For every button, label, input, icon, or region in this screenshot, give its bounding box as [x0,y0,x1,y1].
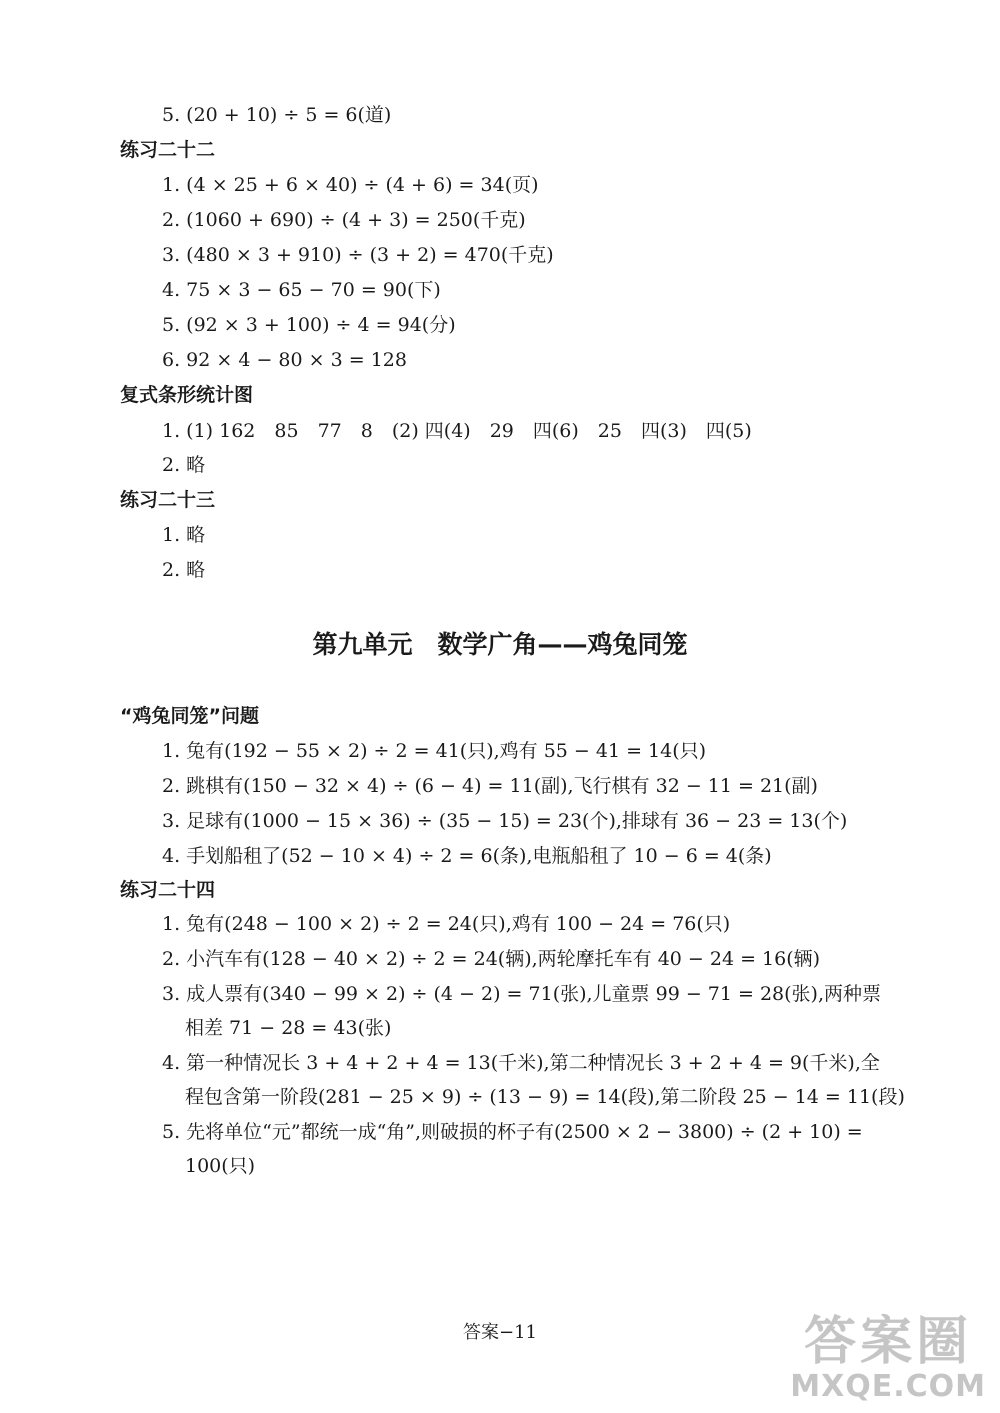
answer-line: 4. 75 × 3 − 65 − 70 = 90(下) [162,279,441,301]
answer-line: 1. 略 [162,524,206,546]
section-heading: 复式条形统计图 [120,384,254,406]
answer-line: 1. 兔有(192 − 55 × 2) ÷ 2 = 41(只),鸡有 55 − 41 = 14(只) [162,740,707,762]
answer-line: 2. 略 [162,559,206,581]
answer-line: 5. 先将单位“元”都统一成“角”,则破损的杯子有(2500 × 2 − 3800) ÷ (2 + 10) = [162,1121,863,1143]
answer-line: 3. (480 × 3 + 910) ÷ (3 + 2) = 470(千克) [162,244,554,266]
answer-line: 2. 小汽车有(128 − 40 × 2) ÷ 2 = 24(辆),两轮摩托车有 40 − 24 = 16(辆) [162,948,821,970]
answer-line: 1. 兔有(248 − 100 × 2) ÷ 2 = 24(只),鸡有 100 − 24 = 76(只) [162,913,731,935]
answer-line: 5. (20 + 10) ÷ 5 = 6(道) [162,104,392,126]
section-heading: 练习二十三 [120,489,216,511]
watermark-en: MXQE.COM [790,1369,986,1404]
answer-line-continuation: 程包含第一阶段(281 − 25 × 9) ÷ (13 − 9) = 14(段),第二阶段 25 − 14 = 11(段) [185,1086,905,1108]
answer-line: 3. 成人票有(340 − 99 × 2) ÷ (4 − 2) = 71(张),儿童票 99 − 71 = 28(张),两种票 [162,983,881,1005]
watermark-cn: 答案圈 [804,1312,973,1372]
answer-line: 6. 92 × 4 − 80 × 3 = 128 [162,349,407,371]
answer-line: 1. (4 × 25 + 6 × 40) ÷ (4 + 6) = 34(页) [162,174,539,196]
answer-line-continuation: 相差 71 − 28 = 43(张) [185,1017,392,1039]
answer-line: 1. (1) 162 85 77 8 (2) 四(4) 29 四(6) 25 四(3) 四(5) [162,420,752,442]
answer-line: 4. 手划船租了(52 − 10 × 4) ÷ 2 = 6(条),电瓶船租了 10 − 6 = 4(条) [162,845,772,867]
section-heading: 练习二十四 [120,879,216,901]
section-heading: “鸡兔同笼”问题 [120,705,259,727]
section-heading: 练习二十二 [120,139,216,161]
answer-line: 2. 跳棋有(150 − 32 × 4) ÷ (6 − 4) = 11(副),飞行棋有 32 − 11 = 21(副) [162,775,818,797]
answer-line: 5. (92 × 3 + 100) ÷ 4 = 94(分) [162,314,456,336]
watermark-logo [790,1313,986,1403]
unit-title: 第九单元 数学广角——鸡兔同笼 [312,630,688,659]
answer-line: 2. 略 [162,454,206,476]
answer-line: 4. 第一种情况长 3 + 4 + 2 + 4 = 13(千米),第二种情况长 3 + 2 + 4 = 9(千米),全 [162,1052,880,1074]
answer-line: 2. (1060 + 690) ÷ (4 + 3) = 250(千克) [162,209,526,231]
answer-line-continuation: 100(只) [185,1155,256,1177]
page-number: 答案−11 [463,1322,537,1343]
answer-line: 3. 足球有(1000 − 15 × 36) ÷ (35 − 15) = 23(个),排球有 36 − 23 = 13(个) [162,810,848,832]
